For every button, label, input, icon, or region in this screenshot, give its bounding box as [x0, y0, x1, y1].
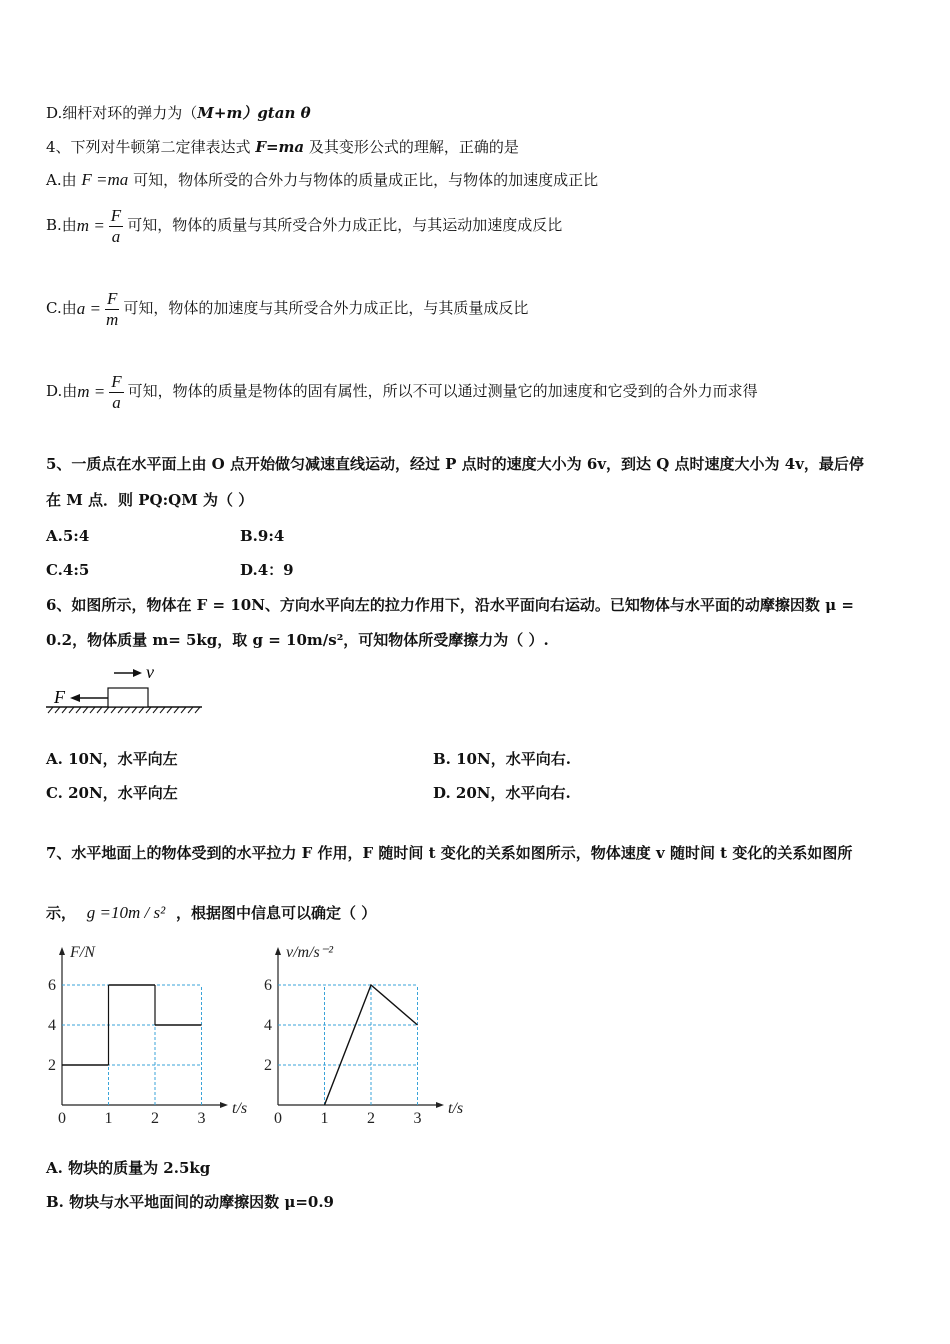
x-tick-label: 1: [104, 1110, 113, 1127]
q7-option-b: B. 物块与水平地面间的动摩擦因数 μ=0.9: [46, 1193, 334, 1211]
x-axis-arrow: [220, 1102, 228, 1108]
q6-option-c: C. 20N，水平向左: [46, 784, 178, 802]
y-axis-label: F/N: [70, 945, 95, 961]
q6-figure: [44, 660, 209, 716]
q4-option-a: A.由 F =ma 可知，物体所受的合外力与物体的质量成正比，与物体的加速度成正比: [46, 170, 599, 189]
q6-option-b: B. 10N，水平向右.: [433, 750, 571, 768]
q5-stem-line1: 5、一质点在水平面上由 O 点开始做匀减速直线运动，经过 P 点时的速度大小为 6v，到达 Q 点时速度大小为 4v，最后停: [46, 455, 864, 473]
q7-stem-line1: 7、水平地面上的物体受到的水平拉力 F 作用，F 随时间 t 变化的关系如图所示，物体速度 v 随时间 t 变化的关系如图所: [46, 844, 853, 862]
q6-option-a: A. 10N，水平向左: [46, 750, 178, 768]
force-arrowhead: [70, 694, 80, 702]
y-tick-label: 2: [264, 1057, 272, 1074]
q6-stem-line1: 6、如图所示，物体在 F = 10N、方向水平向左的拉力作用下，沿水平面向右运动。已知物体与水平面的动摩擦因数 μ =: [46, 596, 854, 614]
x-tick-label: 2: [151, 1110, 159, 1127]
q3-option-d-expr: M+m: [197, 104, 243, 122]
q7-g-formula: g =10m / s²: [86, 903, 166, 922]
x-axis-label: t/s: [448, 1100, 464, 1117]
ground-hatching: [48, 707, 200, 713]
q3-option-d: D.细杆对环的弹力为（M+m）gtan θ: [46, 104, 311, 122]
chart-velocity-vs-time: [255, 945, 470, 1130]
q4-option-d: D.由m = $\frac{F}{a}$ 可知，物体的质量是物体的固有属性，所以不可以通过测量它的加速度和它受到的合外力而求得: [46, 371, 758, 412]
y-tick-label: 4: [264, 1017, 272, 1034]
x-tick-label: 0: [274, 1110, 282, 1127]
y-tick-label: 6: [264, 977, 272, 994]
y-tick-label: 2: [48, 1057, 56, 1074]
q5-option-b: B.9:4: [240, 527, 285, 545]
x-tick-label: 2: [367, 1110, 375, 1127]
block: [108, 688, 148, 707]
y-tick-label: 6: [48, 977, 56, 994]
q4-option-a-formula: F =ma: [81, 170, 129, 189]
chart-force-vs-time: [40, 945, 250, 1130]
q4-option-b: B.由m = $\frac{F}{a}$ 可知，物体的质量与其所受合外力成正比，与其运动加速度成反比: [46, 205, 563, 246]
q4-option-d-fraction: $\frac{F}{a}$: [111, 371, 122, 412]
x-tick-label: 1: [320, 1110, 329, 1127]
y-tick-label: 4: [48, 1017, 56, 1034]
q4-stem: 4、下列对牛顿第二定律表达式 F=ma 及其变形公式的理解，正确的是: [46, 138, 519, 156]
velocity-arrowhead: [133, 669, 142, 677]
y-axis-arrow: [275, 947, 281, 955]
q5-stem-line2: 在 M 点．则 PQ:QM 为（ ）: [46, 491, 254, 509]
q5-option-d: D.4：9: [240, 561, 294, 579]
q4-option-c-fraction: $\frac{F}{m}$: [106, 288, 119, 329]
y-axis-arrow: [59, 947, 65, 955]
q7-stem-line2: 示， g =10m / s² ，根据图中信息可以确定（ ）: [46, 903, 377, 922]
velocity-label: v: [146, 662, 154, 682]
q5-option-c: C.4:5: [46, 561, 90, 579]
q7-option-a: A. 物块的质量为 2.5kg: [46, 1159, 211, 1177]
force-label: F: [54, 687, 65, 707]
x-tick-label: 0: [58, 1110, 66, 1127]
x-tick-label: 3: [197, 1110, 206, 1127]
x-tick-label: 3: [413, 1110, 422, 1127]
q4-option-b-fraction: $\frac{F}{a}$: [110, 205, 122, 246]
x-axis-arrow: [436, 1102, 444, 1108]
y-axis-label: v/m/s⁻²: [286, 945, 334, 961]
q6-option-d: D. 20N，水平向右.: [433, 784, 571, 802]
q6-stem-line2: 0.2，物体质量 m= 5kg，取 g = 10m/s²，可知物体所受摩擦力为（ ）.: [46, 631, 549, 649]
q4-option-c: C.由a = $\frac{F}{m}$ 可知，物体的加速度与其所受合外力成正比，与其质量成反比: [46, 288, 529, 329]
x-axis-label: t/s: [232, 1100, 248, 1117]
q5-option-a: A.5:4: [46, 527, 90, 545]
